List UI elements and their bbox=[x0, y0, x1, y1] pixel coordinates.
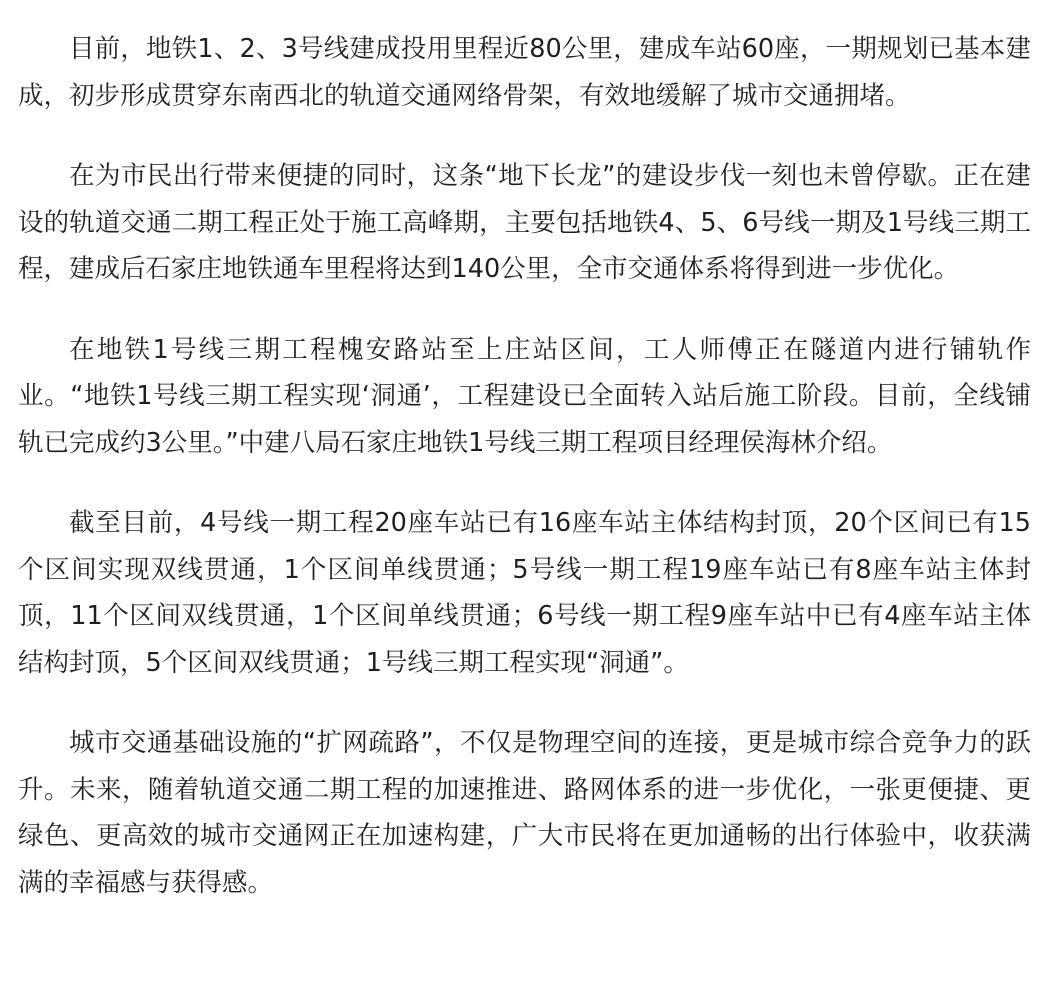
paragraph-future-outlook: 城市交通基础设施的“扩网疏路”，不仅是物理空间的连接，更是城市综合竞争力的跃升。未来，随着轨道交通二期工程的加速推进、路网体系的进一步优化，一张更便捷、更绿色、更高效的城市交通网正在加速构建，广大市民将在更加通畅的出行体验中，收获满满的幸福感与获得感。 bbox=[18, 728, 1031, 898]
paragraph-construction-progress: 截至目前，4号线一期工程20座车站已有16座车站主体结构封顶，20个区间已有15个区间实现双线贯通，1个区间单线贯通；5号线一期工程19座车站已有8座车站主体封顶，11个区间双线贯通，1个区间单线贯通；6号线一期工程9座车站中已有4座车站主体结构封顶，5个区间双线贯通；1号线三期工程实现“洞通”。 bbox=[18, 508, 1031, 678]
paragraph-line-one-track: 在地铁1号线三期工程槐安路站至上庄站区间，工人师傅正在隧道内进行铺轨作业。“地铁1号线三期工程实现‘洞通’，工程建设已全面转入站后施工阶段。目前，全线铺轨已完成约3公里。”中建八局石家庄地铁1号线三期工程项目经理侯海林介绍。 bbox=[18, 334, 1031, 458]
paragraph-phase-two: 在为市民出行带来便捷的同时，这条“地下长龙”的建设步伐一刻也未曾停歇。正在建设的轨道交通二期工程正处于施工高峰期，主要包括地铁4、5、6号线一期及1号线三期工程，建成后石家庄地铁通车里程将达到140公里，全市交通体系将得到进一步优化。 bbox=[18, 161, 1031, 284]
paragraph-metro-status: 目前，地铁1、2、3号线建成投用里程近80公里，建成车站60座，一期规划已基本建成，初步形成贯穿东南西北的轨道交通网络骨架，有效地缓解了城市交通拥堵。 bbox=[18, 34, 1031, 111]
